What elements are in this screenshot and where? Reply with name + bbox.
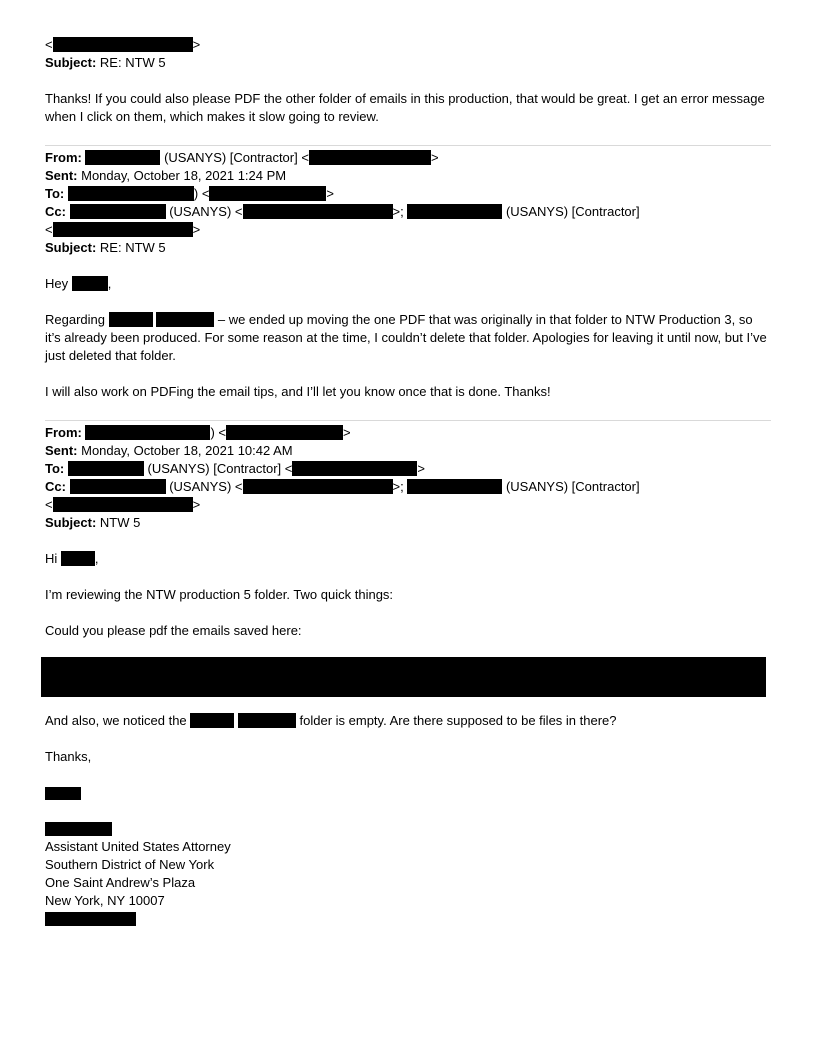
email-body-paragraph: Could you please pdf the emails saved here: (45, 623, 302, 638)
email-body-paragraph (45, 712, 617, 730)
text: , (107, 276, 112, 291)
redaction (85, 150, 160, 165)
text: > (417, 461, 425, 476)
redaction (243, 204, 393, 219)
from-line (45, 149, 439, 167)
text: (USANYS) [Contractor] (502, 479, 640, 494)
greeting (45, 550, 99, 568)
redaction (109, 312, 153, 327)
sent-line (45, 442, 293, 460)
divider (45, 145, 771, 146)
redaction (70, 479, 166, 494)
cc-line (45, 203, 640, 221)
greeting (45, 275, 111, 293)
subject-label: Subject: (45, 515, 97, 530)
from-label: From: (45, 425, 82, 440)
sent-value: Monday, October 18, 2021 1:24 PM (77, 168, 287, 183)
subject-value: NTW 5 (96, 515, 141, 530)
to-line (45, 185, 334, 203)
redaction (72, 276, 108, 291)
redaction (70, 204, 166, 219)
text: > (192, 37, 201, 52)
text: > (192, 497, 201, 512)
to-line (45, 460, 425, 478)
text: < (45, 37, 53, 52)
redaction (68, 186, 194, 201)
redaction (209, 186, 326, 201)
redaction (45, 822, 112, 836)
text: > (343, 425, 351, 440)
text: ) < (193, 186, 210, 201)
subject-line (45, 54, 166, 72)
redaction (53, 222, 193, 237)
signature-title: Assistant United States Attorney (45, 839, 231, 854)
email-body-paragraph: I’m reviewing the NTW production 5 folder. Two quick things: (45, 587, 394, 602)
text: (USANYS) [Contractor] < (160, 150, 309, 165)
redaction (53, 497, 193, 512)
redaction (85, 425, 210, 440)
cc-line (45, 478, 640, 496)
redaction (45, 912, 136, 926)
divider (45, 420, 771, 421)
subject-label: Subject: (45, 55, 97, 70)
text: < (45, 497, 53, 512)
text: Hey (45, 276, 72, 291)
text: folder is empty. Are there supposed to be files in there? (295, 713, 617, 728)
subject-value: RE: NTW 5 (96, 55, 166, 70)
text: Regarding (45, 312, 109, 327)
signature-address: One Saint Andrew’s Plaza (45, 875, 196, 890)
redaction (226, 425, 343, 440)
redaction (156, 312, 214, 327)
sent-label: Sent: (45, 168, 78, 183)
text: > (192, 222, 201, 237)
email-body-paragraph (45, 311, 771, 365)
address-line (45, 36, 200, 54)
text: > (430, 150, 439, 165)
cc-label: Cc: (45, 204, 66, 219)
from-line (45, 424, 351, 442)
email-body-paragraph: Thanks! If you could also please PDF the other folder of emails in this production, that would be great. I get an error message when I click on them, which makes it slow going to review. (45, 91, 765, 124)
to-label: To: (45, 461, 65, 476)
text: < (45, 222, 53, 237)
redaction (61, 551, 95, 566)
redaction (190, 713, 234, 728)
sent-line (45, 167, 286, 185)
from-label: From: (45, 150, 82, 165)
subject-line (45, 239, 166, 257)
redaction (292, 461, 417, 476)
redaction (53, 37, 193, 52)
redaction (309, 150, 431, 165)
cc-label: Cc: (45, 479, 66, 494)
closing: Thanks, (45, 749, 92, 764)
redaction (68, 461, 144, 476)
signature-office: Southern District of New York (45, 857, 215, 872)
text: – we ended up moving the one PDF that was originally in that folder to NTW Production 3, so it’s already been produced. For some reason at the time, I couldn’t delete that folder. Apologies for leaving it until now, but I’ve just deleted that folder. (45, 312, 767, 363)
text: > (326, 186, 335, 201)
signature-city: New York, NY 10007 (45, 893, 165, 908)
text: (USANYS) [Contractor] (502, 204, 640, 219)
address-line (45, 221, 200, 239)
sent-value: Monday, October 18, 2021 10:42 AM (77, 443, 293, 458)
redaction (45, 787, 81, 800)
text: (USANYS) < (165, 479, 243, 494)
sent-label: Sent: (45, 443, 78, 458)
text: And also, we noticed the (45, 713, 191, 728)
redaction (407, 204, 502, 219)
text: (USANYS) [Contractor] < (143, 461, 293, 476)
email-body-paragraph: I will also work on PDFing the email tips, and I’ll let you know once that is done. Thanks! (45, 384, 551, 399)
redaction (243, 479, 393, 494)
text: , (94, 551, 99, 566)
text: Hi (45, 551, 61, 566)
redaction (238, 713, 296, 728)
text: >; (392, 204, 408, 219)
redaction (407, 479, 502, 494)
subject-value: RE: NTW 5 (96, 240, 166, 255)
to-label: To: (45, 186, 65, 201)
text: >; (392, 479, 408, 494)
subject-line (45, 514, 140, 532)
subject-label: Subject: (45, 240, 97, 255)
text: ) < (210, 425, 227, 440)
address-line (45, 496, 200, 514)
redaction-block (41, 657, 766, 697)
text: (USANYS) < (165, 204, 243, 219)
